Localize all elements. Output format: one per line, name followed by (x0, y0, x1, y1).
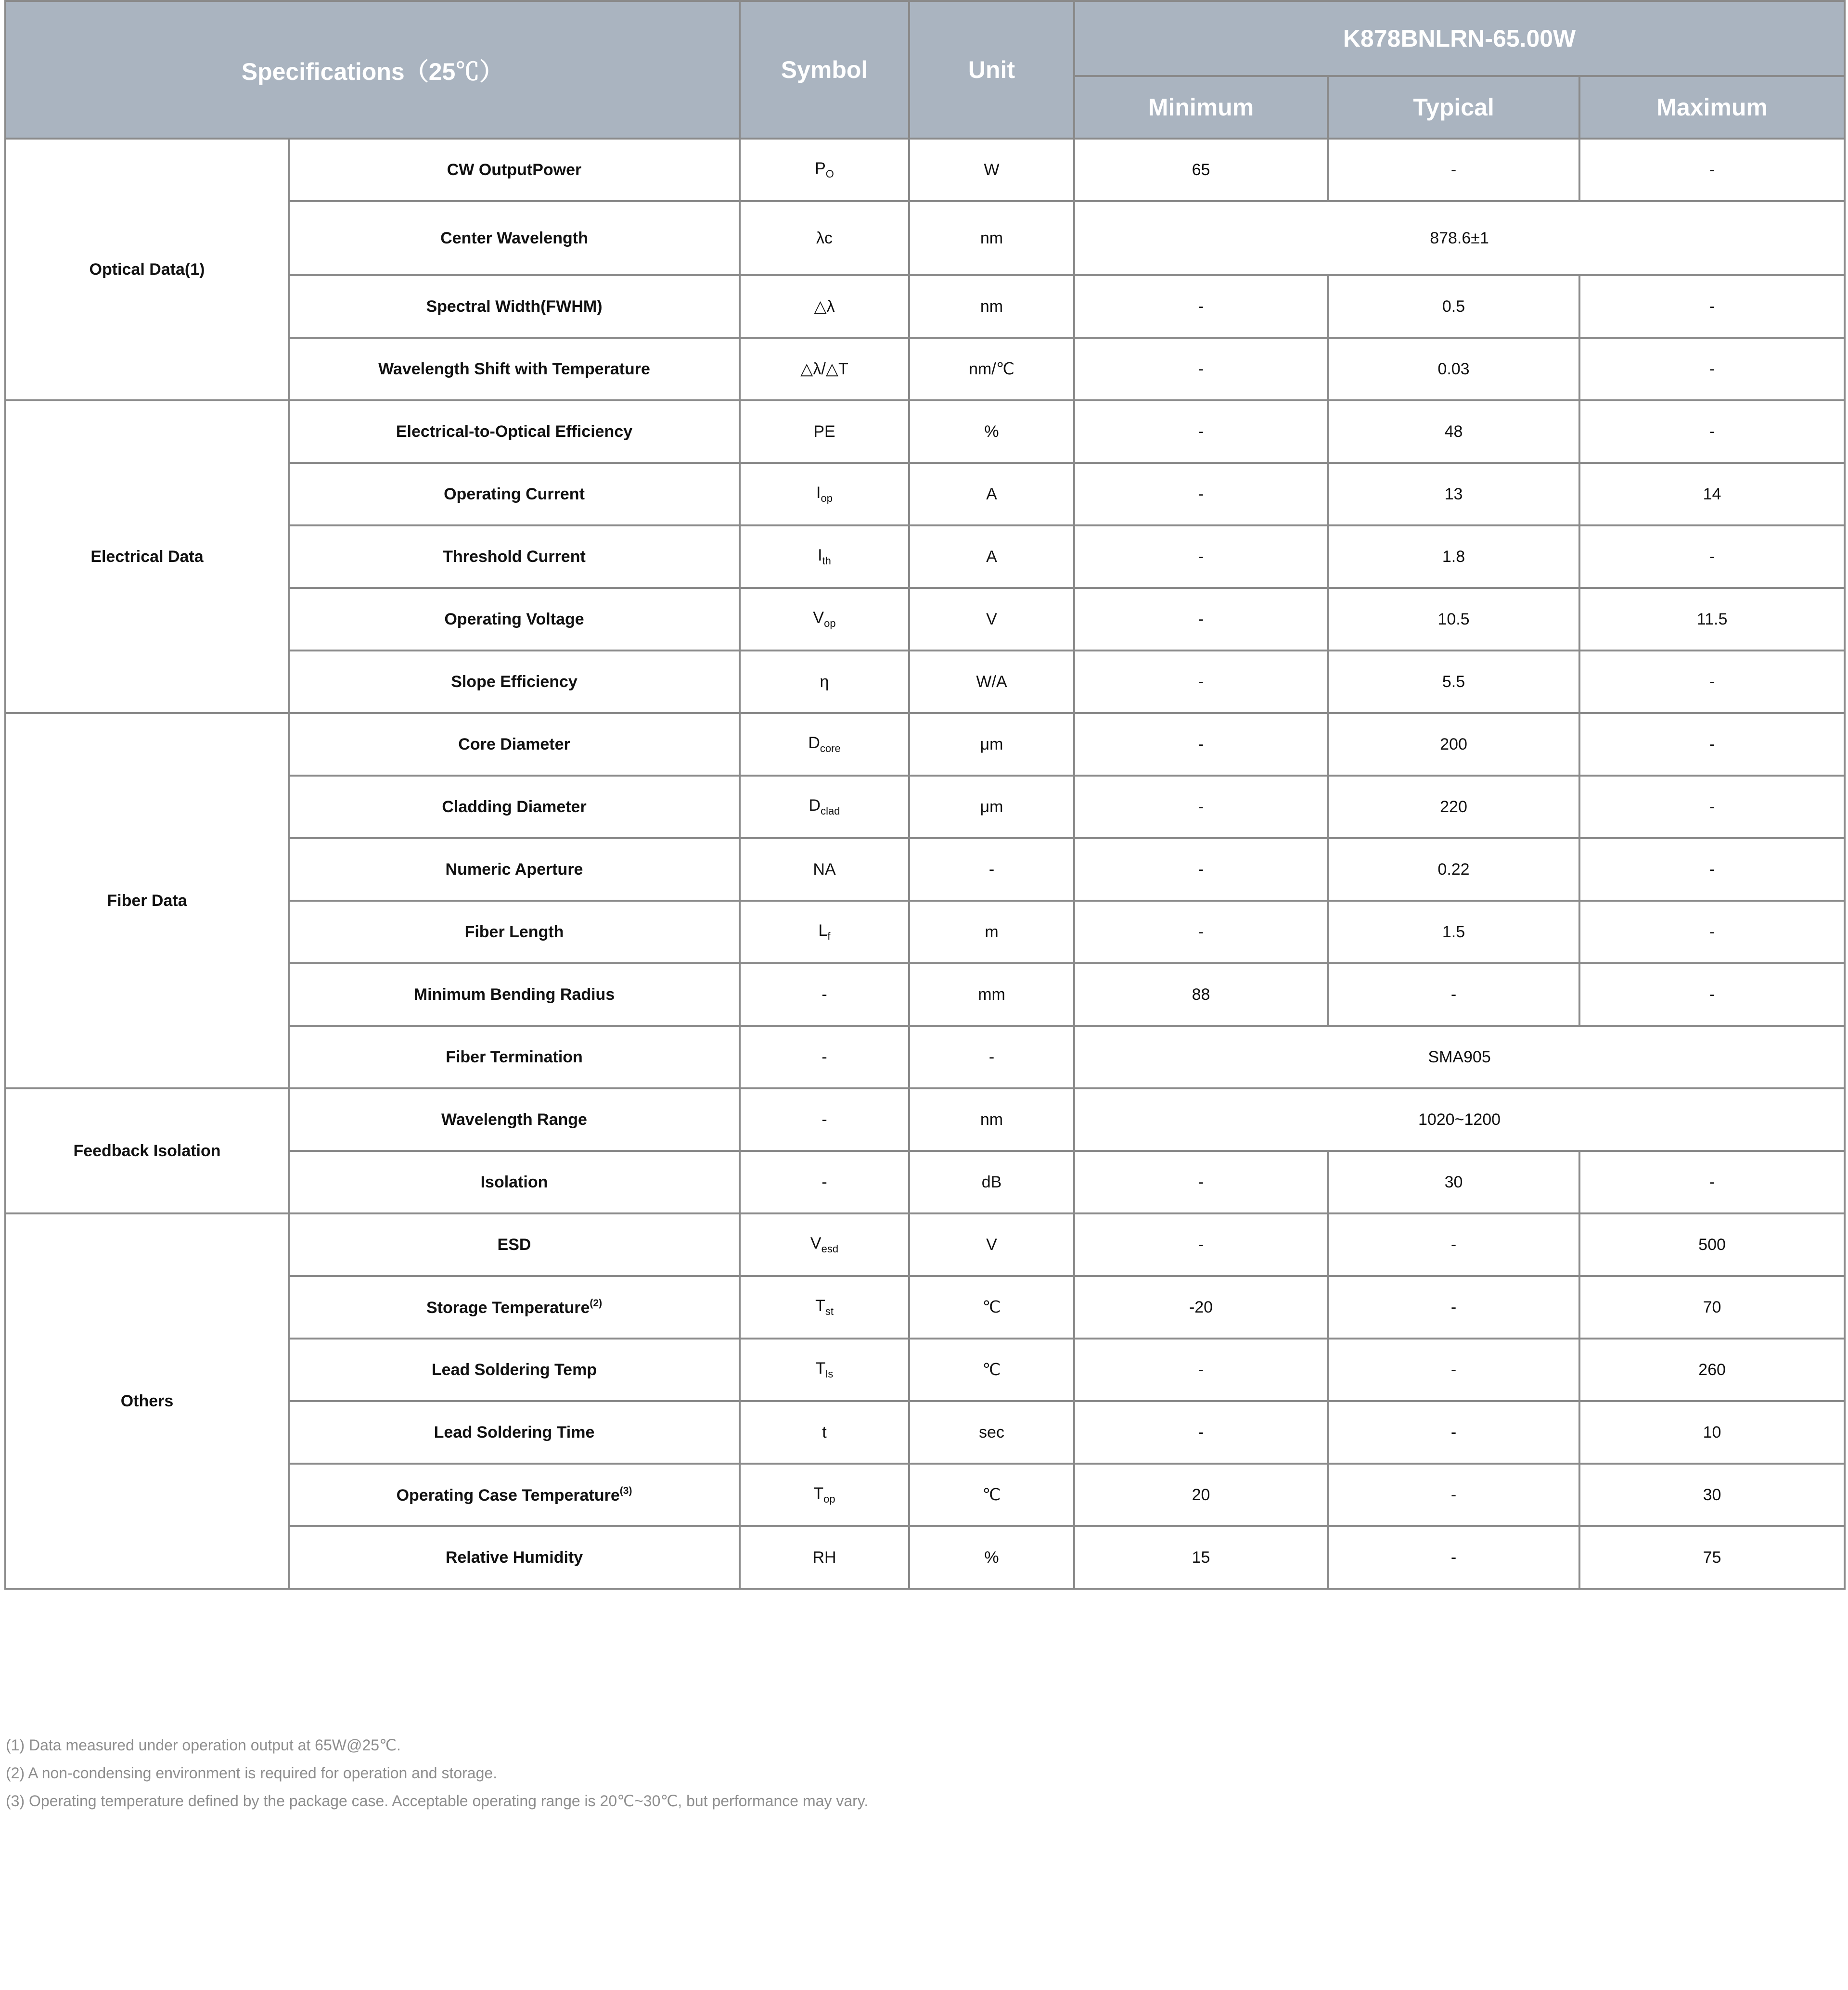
typ-cell: 1.5 (1328, 901, 1579, 963)
max-cell: 75 (1579, 1526, 1845, 1589)
symbol-cell (740, 201, 909, 275)
max-cell: - (1579, 139, 1845, 201)
parameter-name: CW OutputPower (447, 160, 582, 179)
symbol-cell (740, 1276, 909, 1339)
value-span-cell: SMA905 (1074, 1026, 1845, 1088)
min-cell: 88 (1074, 963, 1328, 1026)
symbol: D (808, 734, 820, 752)
parameter-cell (289, 525, 740, 588)
parameter-name: Spectral Width(FWHM) (426, 297, 603, 316)
typ-cell: - (1328, 963, 1579, 1026)
symbol-subscript: st (825, 1305, 834, 1317)
table-row (5, 400, 1845, 463)
value-span-cell: 1020~1200 (1074, 1088, 1845, 1151)
symbol: η (820, 672, 829, 691)
parameter-name: Operating Current (444, 485, 585, 503)
symbol-cell (740, 1026, 909, 1088)
parameter-name: Operating Case Temperature (396, 1486, 620, 1505)
max-cell: - (1579, 400, 1845, 463)
parameter-cell (289, 201, 740, 275)
unit-cell: W/A (909, 651, 1074, 713)
symbol-cell (740, 713, 909, 776)
max-cell: - (1579, 651, 1845, 713)
max-cell: - (1579, 838, 1845, 901)
spec-table-body (5, 139, 1845, 1589)
footnote: (1) Data measured under operation output at 65W@25℃. (6, 1736, 401, 1754)
symbol-cell (740, 1526, 909, 1589)
symbol: P (815, 159, 826, 178)
symbol: T (813, 1484, 824, 1503)
min-cell: - (1074, 776, 1328, 838)
unit-cell: % (909, 1526, 1074, 1589)
max-cell: 260 (1579, 1339, 1845, 1401)
symbol-cell (740, 588, 909, 651)
symbol-cell (740, 838, 909, 901)
parameter-name: ESD (497, 1235, 531, 1254)
max-cell: 30 (1579, 1464, 1845, 1526)
table-row (5, 139, 1845, 201)
unit-cell: nm/℃ (909, 338, 1074, 400)
unit-cell: % (909, 400, 1074, 463)
group-label: Feedback Isolation (5, 1088, 289, 1213)
header-minimum: Minimum (1074, 76, 1328, 139)
symbol: RH (812, 1548, 836, 1567)
symbol-subscript: op (824, 617, 836, 629)
parameter-name: Threshold Current (443, 547, 586, 566)
unit-cell: μm (909, 776, 1074, 838)
unit-cell: nm (909, 201, 1074, 275)
symbol-cell (740, 338, 909, 400)
parameter-name: Relative Humidity (445, 1548, 583, 1567)
header-typical: Typical (1328, 76, 1579, 139)
symbol: PE (813, 422, 835, 441)
symbol-subscript: clad (821, 805, 840, 817)
footnote: (3) Operating temperature defined by the package case. Acceptable operating range is 20℃~30℃, but performance may vary. (6, 1792, 869, 1810)
max-cell: - (1579, 713, 1845, 776)
min-cell: - (1074, 588, 1328, 651)
unit-cell: nm (909, 275, 1074, 338)
parameter-name: Cladding Diameter (442, 797, 587, 816)
parameter-cell (289, 776, 740, 838)
parameter-cell (289, 1088, 740, 1151)
unit-cell: A (909, 463, 1074, 525)
symbol-subscript: ls (825, 1368, 834, 1380)
max-cell: 14 (1579, 463, 1845, 525)
typ-cell: - (1328, 1339, 1579, 1401)
symbol-subscript: esd (821, 1243, 839, 1255)
symbol-subscript: O (825, 168, 834, 180)
parameter-cell (289, 588, 740, 651)
symbol-cell (740, 1464, 909, 1526)
parameter-name: Center Wavelength (440, 229, 588, 247)
unit-cell: V (909, 1213, 1074, 1276)
symbol: - (821, 1173, 827, 1191)
min-cell: - (1074, 463, 1328, 525)
typ-cell: 220 (1328, 776, 1579, 838)
typ-cell: - (1328, 139, 1579, 201)
symbol-subscript: f (827, 930, 831, 942)
footnote-ref: (2) (590, 1297, 603, 1309)
symbol: NA (813, 860, 836, 879)
symbol-cell (740, 651, 909, 713)
parameter-cell (289, 338, 740, 400)
symbol-subscript: th (822, 555, 831, 567)
parameter-name: Fiber Length (464, 922, 564, 941)
parameter-cell (289, 463, 740, 525)
typ-cell: 48 (1328, 400, 1579, 463)
header-symbol: Symbol (740, 1, 909, 139)
typ-cell: 0.22 (1328, 838, 1579, 901)
min-cell: - (1074, 1339, 1328, 1401)
min-cell: 20 (1074, 1464, 1328, 1526)
parameter-cell (289, 963, 740, 1026)
unit-cell: ℃ (909, 1276, 1074, 1339)
parameter-name: Electrical-to-Optical Efficiency (396, 422, 633, 441)
typ-cell: 1.8 (1328, 525, 1579, 588)
max-cell: - (1579, 963, 1845, 1026)
unit-cell: m (909, 901, 1074, 963)
parameter-name: Fiber Termination (446, 1047, 583, 1066)
max-cell: 11.5 (1579, 588, 1845, 651)
symbol: - (821, 985, 827, 1004)
parameter-name: Storage Temperature (426, 1298, 590, 1317)
symbol-cell (740, 400, 909, 463)
typ-cell: - (1328, 1464, 1579, 1526)
parameter-cell (289, 713, 740, 776)
group-label: Fiber Data (5, 713, 289, 1088)
parameter-name: Wavelength Range (441, 1110, 587, 1129)
unit-cell: μm (909, 713, 1074, 776)
parameter-cell (289, 275, 740, 338)
parameter-name: Lead Soldering Temp (431, 1360, 597, 1379)
symbol: V (810, 1234, 821, 1252)
symbol: D (808, 796, 821, 815)
min-cell: - (1074, 400, 1328, 463)
table-row (5, 1088, 1845, 1151)
parameter-cell (289, 838, 740, 901)
min-cell: - (1074, 525, 1328, 588)
min-cell: 15 (1074, 1526, 1328, 1589)
unit-cell: A (909, 525, 1074, 588)
parameter-cell (289, 1464, 740, 1526)
typ-cell: 0.03 (1328, 338, 1579, 400)
header-unit: Unit (909, 1, 1074, 139)
value-span-cell: 878.6±1 (1074, 201, 1845, 275)
unit-cell: - (909, 1026, 1074, 1088)
min-cell: - (1074, 275, 1328, 338)
symbol: T (815, 1297, 825, 1315)
symbol-cell (740, 963, 909, 1026)
max-cell: - (1579, 338, 1845, 400)
min-cell: -20 (1074, 1276, 1328, 1339)
min-cell: - (1074, 1401, 1328, 1464)
parameter-name: Minimum Bending Radius (413, 985, 615, 1004)
group-label: Others (5, 1213, 289, 1589)
symbol: t (822, 1423, 827, 1441)
symbol-cell (740, 139, 909, 201)
parameter-cell (289, 1339, 740, 1401)
max-cell: 500 (1579, 1213, 1845, 1276)
min-cell: - (1074, 338, 1328, 400)
unit-cell: dB (909, 1151, 1074, 1213)
max-cell: - (1579, 901, 1845, 963)
symbol-cell (740, 1151, 909, 1213)
typ-cell: 200 (1328, 713, 1579, 776)
symbol: I (818, 546, 822, 564)
header-specifications: Specifications（25℃） (5, 1, 740, 139)
symbol-cell (740, 525, 909, 588)
group-label: Electrical Data (5, 400, 289, 713)
symbol: - (821, 1110, 827, 1129)
group-label: Optical Data(1) (5, 139, 289, 400)
max-cell: - (1579, 525, 1845, 588)
unit-cell: sec (909, 1401, 1074, 1464)
symbol-subscript: op (821, 492, 833, 504)
max-cell: - (1579, 275, 1845, 338)
typ-cell: 0.5 (1328, 275, 1579, 338)
parameter-cell (289, 1026, 740, 1088)
unit-cell: W (909, 139, 1074, 201)
max-cell: 70 (1579, 1276, 1845, 1339)
unit-cell: nm (909, 1088, 1074, 1151)
symbol-cell (740, 1213, 909, 1276)
symbol-subscript: op (823, 1493, 835, 1505)
min-cell: - (1074, 1213, 1328, 1276)
table-row (5, 713, 1845, 776)
symbol-cell (740, 901, 909, 963)
typ-cell: 5.5 (1328, 651, 1579, 713)
unit-cell: - (909, 838, 1074, 901)
typ-cell: - (1328, 1526, 1579, 1589)
parameter-name: Wavelength Shift with Temperature (378, 359, 650, 378)
parameter-name: Slope Efficiency (451, 672, 578, 691)
symbol-cell (740, 1088, 909, 1151)
spec-table (4, 0, 1846, 1590)
parameter-name: Numeric Aperture (445, 860, 583, 879)
symbol-cell (740, 1339, 909, 1401)
typ-cell: 30 (1328, 1151, 1579, 1213)
min-cell: 65 (1074, 139, 1328, 201)
max-cell: - (1579, 776, 1845, 838)
min-cell: - (1074, 901, 1328, 963)
min-cell: - (1074, 651, 1328, 713)
parameter-name: Core Diameter (458, 735, 570, 753)
symbol: L (818, 921, 828, 940)
min-cell: - (1074, 838, 1328, 901)
header-model: K878BNLRN-65.00W (1074, 1, 1845, 76)
symbol-cell (740, 463, 909, 525)
typ-cell: - (1328, 1276, 1579, 1339)
symbol: △λ (814, 297, 835, 316)
parameter-name: Lead Soldering Time (434, 1423, 595, 1441)
footnote: (2) A non-condensing environment is required for operation and storage. (6, 1764, 498, 1782)
unit-cell: ℃ (909, 1339, 1074, 1401)
symbol: λc (816, 229, 833, 247)
parameter-cell (289, 1526, 740, 1589)
parameter-cell (289, 901, 740, 963)
typ-cell: 13 (1328, 463, 1579, 525)
parameter-name: Isolation (480, 1173, 548, 1191)
symbol-cell (740, 1401, 909, 1464)
symbol: V (813, 609, 824, 627)
symbol-cell (740, 275, 909, 338)
parameter-cell (289, 1213, 740, 1276)
max-cell: 10 (1579, 1401, 1845, 1464)
unit-cell: V (909, 588, 1074, 651)
symbol: △λ/△T (800, 360, 848, 378)
unit-cell: ℃ (909, 1464, 1074, 1526)
symbol: T (815, 1359, 826, 1378)
symbol: - (821, 1047, 827, 1066)
symbol-subscript: core (820, 742, 841, 754)
max-cell: - (1579, 1151, 1845, 1213)
typ-cell: - (1328, 1213, 1579, 1276)
footnotes (6, 1731, 868, 1815)
parameter-name: Operating Voltage (444, 610, 584, 628)
parameter-cell (289, 1276, 740, 1339)
header-maximum: Maximum (1579, 76, 1845, 139)
typ-cell: 10.5 (1328, 588, 1579, 651)
table-row (5, 1213, 1845, 1276)
parameter-cell (289, 651, 740, 713)
footnote-ref: (3) (619, 1485, 632, 1496)
parameter-cell (289, 1401, 740, 1464)
typ-cell: - (1328, 1401, 1579, 1464)
parameter-cell (289, 1151, 740, 1213)
parameter-cell (289, 400, 740, 463)
parameter-cell (289, 139, 740, 201)
min-cell: - (1074, 713, 1328, 776)
symbol-cell (740, 776, 909, 838)
min-cell: - (1074, 1151, 1328, 1213)
unit-cell: mm (909, 963, 1074, 1026)
symbol: I (816, 484, 821, 502)
